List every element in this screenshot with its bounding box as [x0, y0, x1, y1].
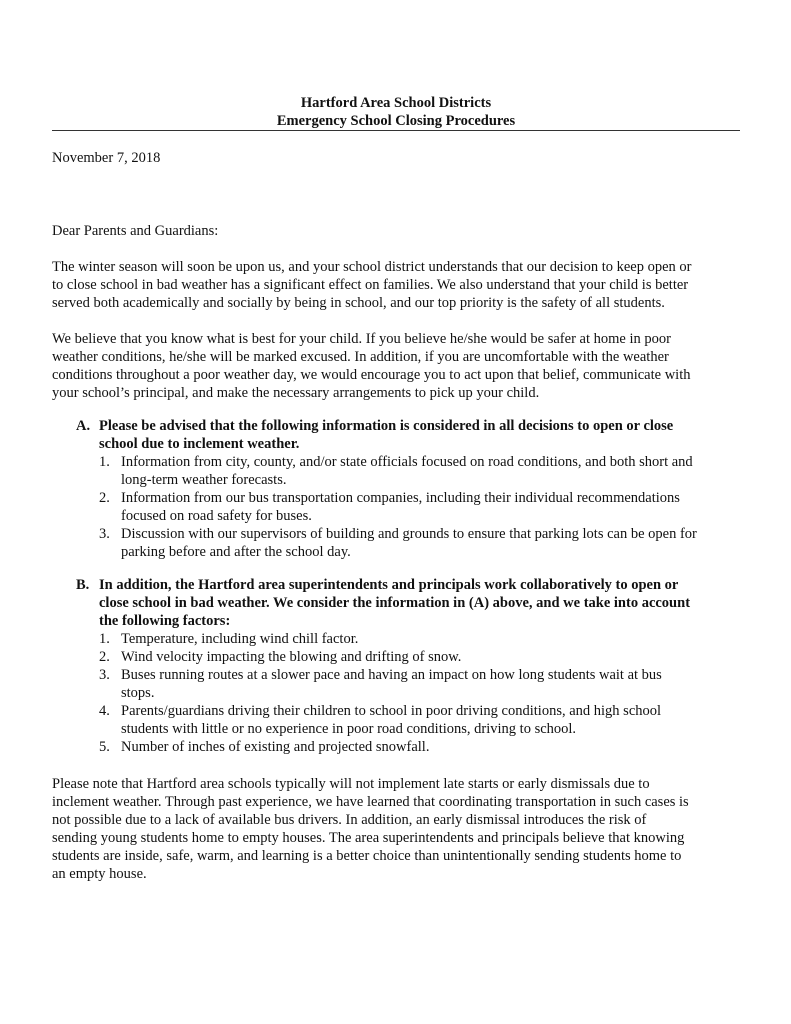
list-item-line: Buses running routes at a slower pace and having an impact on how long students wait at bus [121, 667, 662, 683]
list-item [52, 702, 742, 738]
section-letter: B. [76, 577, 90, 593]
list-item-line: Temperature, including wind chill factor. [121, 631, 359, 647]
salutation: Dear Parents and Guardians: [52, 223, 219, 239]
list-number: 4. [99, 703, 110, 719]
section-letter: A. [76, 418, 91, 434]
list-item [52, 525, 742, 561]
list-item-line: students with little or no experience in poor road conditions, driving to school. [121, 721, 577, 737]
heading-line: Please be advised that the following information is considered in all decisions to open or close [99, 418, 674, 434]
section-b-list [52, 630, 742, 756]
list-item-line: stops. [121, 685, 155, 701]
letter-date: November 7, 2018 [52, 150, 161, 166]
paragraph-line: served both academically and socially by being in school, and our top priority is the safety of all students. [52, 295, 665, 311]
paragraph-line: sending young students home to empty houses. The area superintendents and principals believe that knowing [52, 830, 685, 846]
list-number: 5. [99, 739, 110, 755]
list-number: 1. [99, 454, 110, 470]
paragraph-intro [52, 258, 742, 312]
paragraph-late-starts [52, 775, 742, 883]
list-item-line: Discussion with our supervisors of building and grounds to ensure that parking lots can be open for [121, 526, 697, 542]
section-b [52, 576, 742, 756]
list-item-line: Information from city, county, and/or state officials focused on road conditions, and both short and [121, 454, 693, 470]
list-item-line: Number of inches of existing and projected snowfall. [121, 739, 430, 755]
paragraph-line: students are inside, safe, warm, and learning is a better choice than unintentionally sending students home to [52, 848, 682, 864]
list-item [52, 489, 742, 525]
paragraph-line: weather conditions, he/she will be marked excused. In addition, if you are uncomfortable with the weather [52, 349, 669, 365]
paragraph-parent-choice [52, 330, 742, 402]
heading-line: close school in bad weather. We consider the information in (A) above, and we take into account [99, 595, 691, 611]
list-item [52, 738, 742, 756]
document-title-line2: Emergency School Closing Procedures [276, 113, 516, 129]
list-item-line: Wind velocity impacting the blowing and drifting of snow. [121, 649, 462, 665]
list-number: 2. [99, 649, 110, 665]
header-divider [52, 130, 740, 131]
list-item-line: Information from our bus transportation companies, including their individual recommendations [121, 490, 680, 506]
paragraph-line: an empty house. [52, 866, 147, 882]
list-item [52, 648, 742, 666]
paragraph-line: not possible due to a lack of available bus drivers. In addition, an early dismissal introduces the risk of [52, 812, 647, 828]
document-title-line1: Hartford Area School Districts [300, 95, 492, 111]
heading-line: school due to inclement weather. [99, 436, 300, 452]
heading-line: the following factors: [99, 613, 231, 629]
list-number: 1. [99, 631, 110, 647]
list-number: 3. [99, 667, 110, 683]
list-item-line: focused on road safety for buses. [121, 508, 312, 524]
list-number: 2. [99, 490, 110, 506]
paragraph-line: We believe that you know what is best for your child. If you believe he/she would be safer at home in poor [52, 331, 671, 347]
paragraph-line: inclement weather. Through past experience, we have learned that coordinating transportation in such cases is [52, 794, 689, 810]
list-item-line: long-term weather forecasts. [121, 472, 287, 488]
list-number: 3. [99, 526, 110, 542]
heading-line: In addition, the Hartford area superintendents and principals work collaboratively to open or [99, 577, 679, 593]
section-a-heading [52, 417, 742, 453]
paragraph-line: conditions throughout a poor weather day, we would encourage you to act upon that belief, communicate with [52, 367, 691, 383]
paragraph-line: to close school in bad weather has a significant effect on families. We also understand that your child is better [52, 277, 689, 293]
paragraph-line: your school’s principal, and make the necessary arrangements to pick up your child. [52, 385, 540, 401]
paragraph-line: Please note that Hartford area schools typically will not implement late starts or early dismissals due to [52, 776, 650, 792]
section-b-heading [52, 576, 742, 630]
list-item [52, 630, 742, 648]
section-a [52, 417, 742, 561]
paragraph-line: The winter season will soon be upon us, and your school district understands that our decision to keep open or [52, 259, 692, 275]
list-item-line: parking before and after the school day. [121, 544, 351, 560]
list-item-line: Parents/guardians driving their children to school in poor driving conditions, and high school [121, 703, 662, 719]
list-item [52, 453, 742, 489]
section-a-list [52, 453, 742, 561]
list-item [52, 666, 742, 702]
